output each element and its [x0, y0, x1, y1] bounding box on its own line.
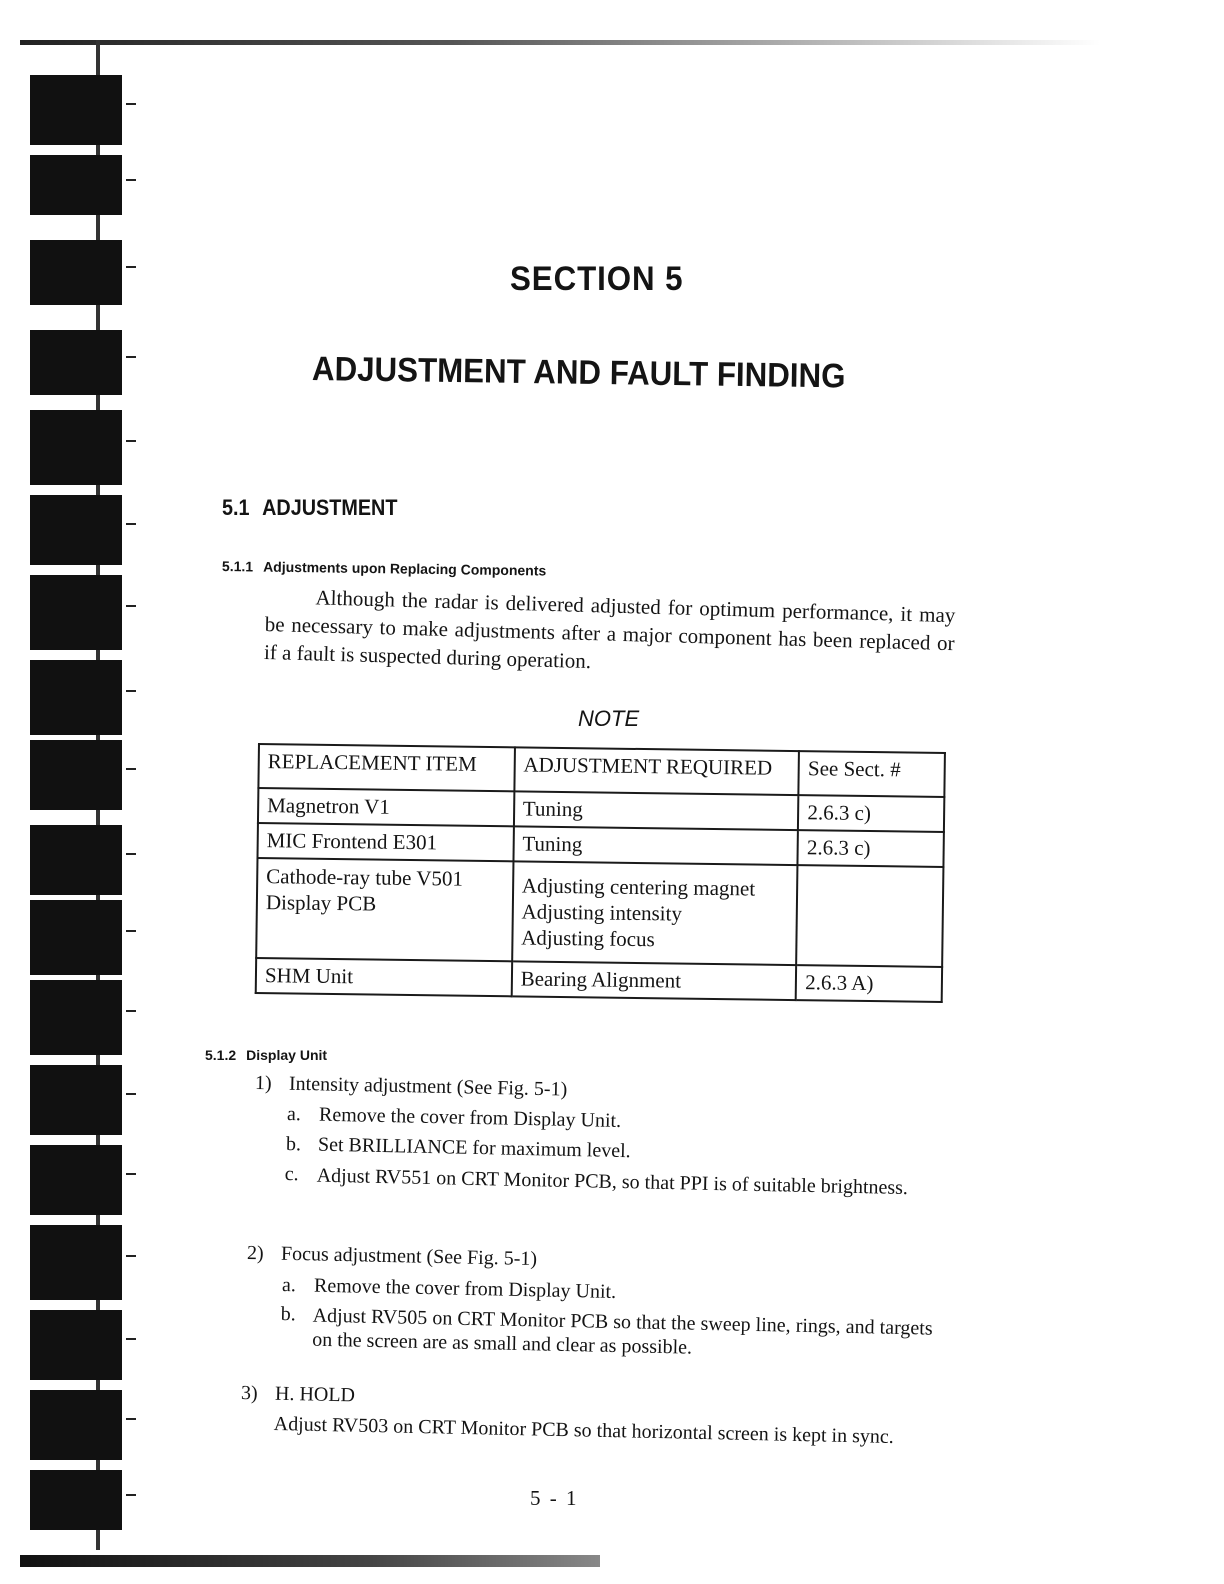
- step-marker: a.: [281, 1274, 297, 1297]
- table-row: [256, 858, 943, 967]
- list-item-body: Adjust RV503 on CRT Monitor PCB so that horizontal screen is kept in sync.: [273, 1412, 894, 1448]
- cell-replacement-item: [258, 788, 514, 826]
- list-item-title: Focus adjustment (See Fig. 5-1): [280, 1242, 538, 1271]
- column-header-adjustment-required: ADJUSTMENT REQUIRED: [514, 747, 799, 795]
- subsection-heading-5-1-1: [222, 558, 546, 579]
- intro-paragraph-text: Although the radar is delivered adjusted for optimum performance, it may be necessary to make adjustments after a major component has been replaced or if a fault is suspected during operation.: [263, 585, 956, 674]
- subsection-number: 5.1: [222, 495, 250, 520]
- subsection-number: 5.1.1: [221, 558, 254, 575]
- list-item: [241, 1382, 355, 1407]
- cell-replacement-item: [256, 958, 512, 996]
- cell-line: Display PCB: [265, 890, 377, 916]
- list-step: [287, 1103, 622, 1133]
- step-text: Remove the cover from Display Unit.: [318, 1103, 622, 1132]
- cell-line: Adjusting centering magnet: [521, 873, 756, 901]
- cell-replacement-item: [256, 858, 513, 961]
- cell-adjustment: [513, 826, 798, 865]
- note-label: NOTE: [578, 706, 640, 731]
- cell-line: Adjusting intensity: [521, 899, 683, 926]
- column-header-replacement-item: REPLACEMENT ITEM: [258, 744, 514, 791]
- cell-adjustment: [514, 791, 799, 830]
- section-title: ADJUSTMENT AND FAULT FINDING: [311, 350, 846, 396]
- subsection-title: Display Unit: [246, 1047, 328, 1063]
- cell-section-ref: [796, 865, 943, 967]
- step-marker: c.: [284, 1163, 299, 1186]
- step-text: Adjust RV551 on CRT Monitor PCB, so that PPI is of suitable brightness.: [316, 1164, 909, 1200]
- cell-adjustment: [512, 861, 798, 965]
- page-number: 5 - 1: [530, 1486, 579, 1510]
- cell-line: SHM Unit: [264, 963, 354, 989]
- cell-line: Bearing Alignment: [520, 966, 682, 993]
- step-text: Adjust RV505 on CRT Monitor PCB so that the sweep line, rings, and targets on the screen are as small and clear as possible.: [312, 1304, 933, 1359]
- list-item-title: H. HOLD: [274, 1382, 356, 1407]
- list-step: [284, 1163, 939, 1201]
- subsection-title: Adjustments upon Replacing Components: [263, 558, 547, 579]
- list-step: [282, 1274, 617, 1304]
- subsection-heading-5-1: [222, 495, 397, 521]
- list-item: [255, 1072, 568, 1102]
- step-text: Set BRILLIANCE for maximum level.: [317, 1133, 631, 1163]
- cell-line: Magnetron V1: [267, 793, 391, 819]
- list-step: [280, 1303, 936, 1365]
- cell-line: Tuning: [522, 796, 583, 822]
- cell-replacement-item: [257, 823, 513, 861]
- step-marker: a.: [286, 1103, 302, 1126]
- cell-adjustment: [511, 961, 796, 1000]
- list-item-marker: 2): [246, 1242, 264, 1265]
- cell-section-ref: 2.6.3 c): [798, 830, 944, 867]
- list-item-marker: 1): [254, 1072, 272, 1095]
- list-item-title: Intensity adjustment (See Fig. 5-1): [288, 1072, 568, 1101]
- list-step: [286, 1133, 631, 1163]
- cell-line: Tuning: [522, 831, 583, 857]
- replacement-table: [255, 743, 946, 1003]
- step-text: Remove the cover from Display Unit.: [313, 1274, 617, 1303]
- cell-line: Adjusting focus: [521, 925, 655, 952]
- subsection-number: 5.1.2: [205, 1047, 237, 1063]
- step-marker: b.: [280, 1303, 296, 1326]
- subsection-heading-5-1-2: [205, 1047, 327, 1063]
- cell-line: Cathode-ray tube V501: [266, 864, 464, 891]
- column-header-see-section: See Sect. #: [799, 751, 945, 797]
- list-item-marker: 3): [240, 1382, 258, 1405]
- cell-line: MIC Frontend E301: [266, 828, 438, 855]
- subsection-title: ADJUSTMENT: [262, 495, 398, 520]
- cell-section-ref: 2.6.3 c): [798, 795, 944, 832]
- intro-paragraph: [264, 582, 956, 685]
- list-item: [247, 1242, 538, 1271]
- cell-section-ref: 2.6.3 A): [796, 965, 942, 1002]
- step-marker: b.: [285, 1133, 302, 1156]
- section-number-heading: SECTION 5: [510, 260, 684, 298]
